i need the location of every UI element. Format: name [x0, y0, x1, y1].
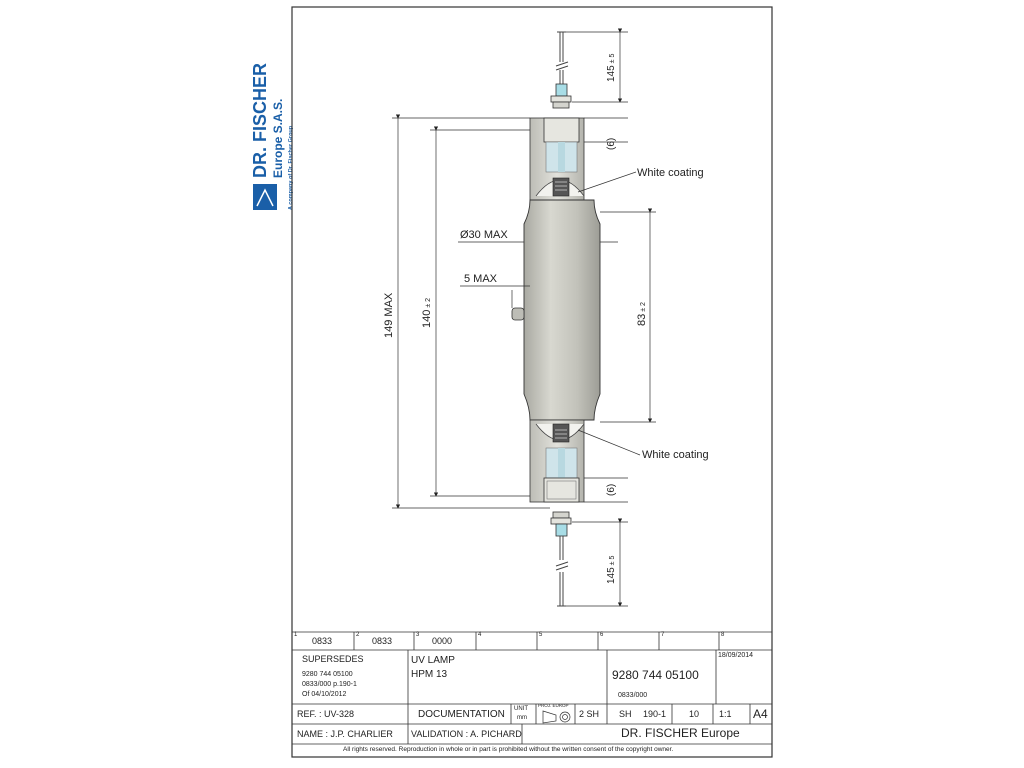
part-sub-number: 0833/000 — [618, 692, 648, 699]
validator-name: VALIDATION : A. PICHARD — [411, 729, 522, 739]
unit-value: mm — [517, 715, 527, 721]
logo-subsidiary: Europe S.A.S. — [271, 98, 285, 178]
white-coating-bottom: White coating — [642, 449, 709, 461]
supersedes-line-1: 9280 744 05100 — [302, 671, 353, 678]
logo-group-note: A company of Dr. Fischer Group — [288, 125, 294, 210]
revision-2: 0833 — [372, 636, 393, 646]
company-logo — [250, 63, 294, 210]
zone-number-5: 5 — [539, 632, 543, 638]
copyright-notice: All rights reserved. Reproduction in whole or in part is prohibited without the written consent of the copyright owner. — [343, 746, 674, 753]
zone-number-7: 7 — [661, 632, 665, 638]
sheet-count: 2 SH — [579, 709, 600, 719]
sh-count: 10 — [689, 709, 700, 719]
zone-number-8: 8 — [721, 632, 725, 638]
logo-mark-icon — [253, 184, 277, 210]
product-line-2: HPM 13 — [411, 669, 448, 680]
projection-symbol-icon — [543, 711, 570, 723]
revision-1: 0833 — [312, 636, 333, 646]
document-type: DOCUMENTATION — [418, 709, 505, 720]
part-number: 9280 744 05100 — [612, 668, 699, 682]
company-footer: DR. FISCHER Europe — [621, 726, 740, 740]
revision-3: 0000 — [432, 636, 453, 646]
paper-format: A4 — [753, 707, 768, 721]
sh-number: 190-1 — [643, 709, 667, 719]
bottom-lead-wire — [551, 512, 571, 606]
unit-label: UNIT — [514, 706, 528, 712]
overall-length: 149 MAX — [383, 292, 395, 338]
zone-number-6: 6 — [600, 632, 604, 638]
projection-label: PROJ. EUROP — [538, 703, 569, 708]
bottom-ferrule-dim: (6) — [606, 483, 617, 496]
scale: 1:1 — [719, 709, 732, 719]
top-lead-wire — [551, 32, 571, 108]
white-coating-top: White coating — [637, 167, 704, 179]
top-lead-length: 145± 5 — [606, 53, 617, 82]
zone-number-2: 2 — [356, 632, 360, 638]
supersedes-line-2: 0833/000 p.190-1 — [302, 681, 357, 688]
product-line-1: UV LAMP — [411, 655, 455, 666]
seal-to-seal-length: 140± 2 — [421, 297, 433, 328]
reference: REF. : UV-328 — [297, 709, 355, 719]
lamp-body — [524, 200, 600, 420]
nipple-max: 5 MAX — [464, 273, 498, 285]
bottom-ferrule — [544, 478, 579, 502]
top-ferrule-dim: (6) — [606, 137, 617, 150]
sh-label: SH — [619, 709, 632, 719]
supersedes-label: SUPERSEDES — [302, 654, 364, 664]
zone-number-3: 3 — [416, 632, 420, 638]
supersedes-line-3: Of 04/10/2012 — [302, 691, 347, 698]
diameter-max: Ø30 MAX — [460, 229, 508, 241]
zone-number-4: 4 — [478, 632, 482, 638]
drafter-name: NAME : J.P. CHARLIER — [297, 729, 393, 739]
logo-company-name: DR. FISCHER — [250, 62, 270, 178]
zone-number-1: 1 — [294, 632, 298, 638]
body-length: 83± 2 — [636, 302, 648, 326]
drawing-date: 18/09/2014 — [718, 652, 754, 659]
tip-nipple — [512, 308, 524, 320]
bottom-lead-length: 145± 5 — [606, 555, 617, 584]
